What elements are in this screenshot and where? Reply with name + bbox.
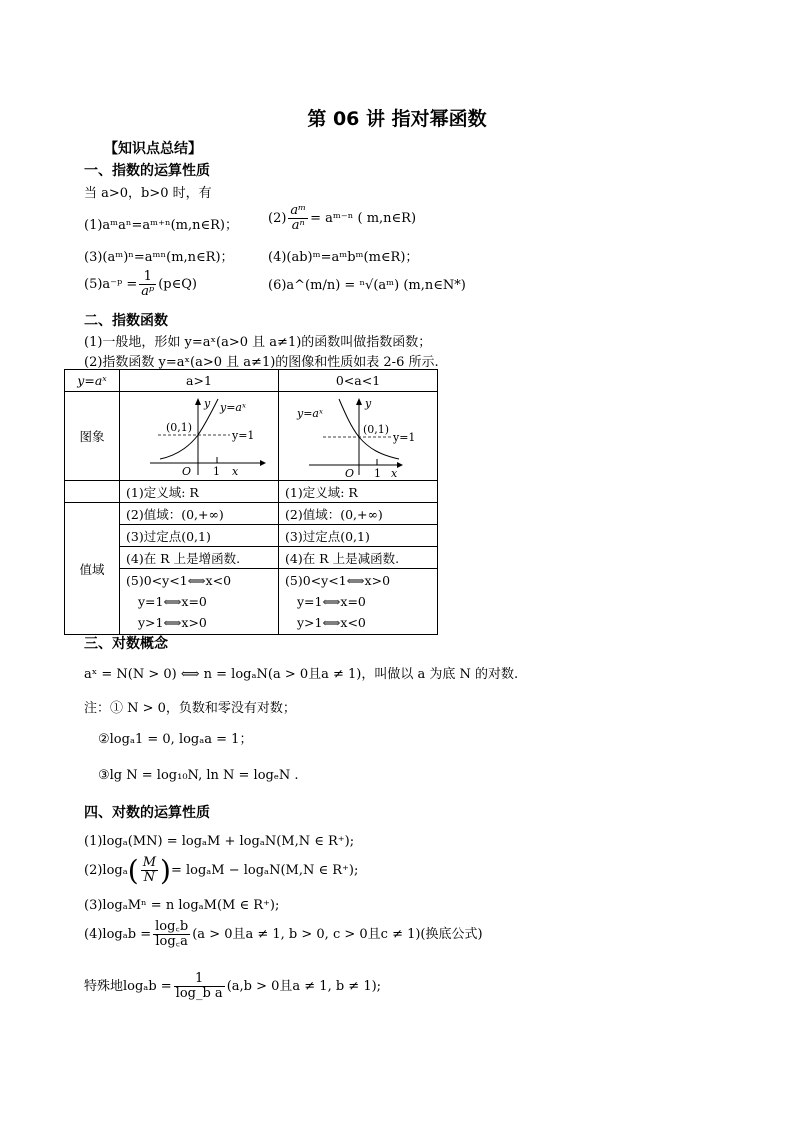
formula-3: (3)(aᵐ)ⁿ=aᵐⁿ(m,n∈R)； (84, 250, 234, 265)
formula-5-fraction (139, 270, 156, 299)
x-axis-arrow (260, 460, 266, 466)
table-values-row (65, 569, 438, 635)
log-rule-4-denominator: log꜀a (155, 934, 188, 949)
table-monotonic-row (65, 547, 438, 569)
exponential-properties-table (64, 369, 438, 635)
log-rule-4-prefix: (4)logₐb = (84, 927, 152, 942)
log-rule-2-fraction (141, 856, 158, 885)
formula-5-numerator: 1 (139, 270, 156, 285)
page-title: 第 06 讲 指对幂函数 (307, 108, 487, 130)
left-prop-1: (1)定义域: R (120, 481, 279, 503)
point-label: (0,1) (166, 421, 193, 434)
right-prop-1: (1)定义域: R (279, 481, 438, 503)
left-prop-5: (5)0<y<1⟺x<0 (126, 573, 232, 588)
log-rule-2-denominator: N (143, 870, 156, 885)
right-prop-5b: y=1⟺x=0 (297, 594, 366, 609)
decreasing-exponential-graph (279, 393, 437, 479)
table-header-a-greater-1: a>1 (120, 370, 279, 392)
table-domain-row (65, 481, 438, 503)
right-prop-5-cell (279, 569, 438, 635)
log-rule-4-suffix: (a > 0且a ≠ 1, b > 0, c > 0且c ≠ 1)(换底公式) (192, 927, 483, 942)
summary-heading: 【知识点总结】 (104, 141, 202, 157)
left-prop-5b: y=1⟺x=0 (138, 594, 207, 609)
formula-4: (4)(ab)ᵐ=aᵐbᵐ(m∈R)； (268, 250, 419, 265)
right-prop-4: (4)在 R 上是减函数. (279, 547, 438, 569)
log-rule-4-numerator: log꜀b (155, 919, 189, 934)
log-note-2: ②logₐ1 = 0, logₐa = 1； (98, 732, 253, 747)
formula-2-numerator: aᵐ (290, 203, 307, 218)
right-prop-5c: y>1⟺x<0 (297, 615, 366, 630)
log-rule-2 (84, 854, 358, 887)
origin-label: O (345, 467, 355, 479)
right-prop-2: (2)值域：(0,+∞) (279, 503, 438, 525)
table-graph-row (65, 392, 438, 481)
formula-5-prefix: (5)a⁻ᵖ = (84, 277, 138, 292)
formula-5-denominator: aᵖ (141, 284, 155, 299)
table-header-a-less-1: 0<a<1 (279, 370, 438, 392)
section1-heading: 一、指数的运算性质 (84, 163, 210, 179)
formula-2-denominator: aⁿ (291, 218, 305, 233)
log-special-numerator: 1 (174, 972, 225, 987)
section2-paragraph-2: (2)指数函数 y=aˣ(a>0 且 a≠1)的图像和性质如表 2-6 所示. (84, 355, 439, 370)
table-fixed-point-row (65, 525, 438, 547)
x-axis-label: x (391, 467, 398, 479)
log-rule-3: (3)logₐMⁿ = n logₐM(M ∈ R⁺); (84, 898, 280, 913)
left-paren: ( (127, 854, 139, 887)
x-tick-label: 1 (213, 465, 220, 478)
table-range-row (65, 503, 438, 525)
left-prop-2: (2)值域：(0,+∞) (120, 503, 279, 525)
section1-intro: 当 a>0，b>0 时，有 (84, 186, 212, 201)
log-special-case (84, 972, 381, 1001)
section2-heading: 二、指数函数 (84, 313, 168, 329)
domain-row-label-empty (65, 481, 120, 503)
log-note-3: ③lg N = log₁₀N, ln N = logₑN . (98, 768, 299, 783)
point-label: (0,1) (363, 423, 390, 436)
log-rule-4-fraction (153, 920, 190, 949)
increasing-exponential-graph (120, 393, 278, 479)
section2-paragraph-1: (1)一般地，形如 y=aˣ(a>0 且 a≠1)的函数叫做指数函数； (84, 335, 432, 350)
right-paren: ) (160, 854, 171, 887)
graph-cell-increasing (120, 392, 279, 481)
formula-2-rhs: = aᵐ⁻ⁿ ( m,n∈R) (310, 211, 417, 226)
log-special-fraction (174, 972, 225, 1001)
left-prop-4: (4)在 R 上是增函数. (120, 547, 279, 569)
formula-2-fraction (288, 204, 308, 233)
right-prop-5: (5)0<y<1⟺x>0 (285, 573, 391, 588)
x-axis-label: x (232, 465, 239, 478)
log-rule-1: (1)logₐ(MN) = logₐM + logₐN(M,N ∈ R⁺); (84, 834, 355, 849)
curve-label: y=aˣ (297, 407, 323, 420)
right-prop-3: (3)过定点(0,1) (279, 525, 438, 547)
formula-6: (6)a^(m/n) = ⁿ√(aᵐ) (m,n∈N*) (268, 278, 466, 293)
left-prop-5-cell (120, 569, 279, 635)
section3-heading: 三、对数概念 (84, 636, 168, 652)
y-axis-arrow (356, 398, 362, 405)
log-note-1: 注：① N > 0，负数和零没有对数； (84, 701, 296, 716)
log-special-denominator: log_b a (175, 986, 223, 1001)
log-rule-4 (84, 920, 483, 949)
left-prop-5c: y>1⟺x>0 (138, 615, 207, 630)
y-axis-arrow (195, 398, 201, 405)
log-rule-2-prefix: (2)logₐ (84, 863, 128, 878)
section4-heading: 四、对数的运算性质 (84, 805, 210, 821)
formula-5-suffix: (p∈Q) (158, 277, 197, 292)
formula-5 (84, 270, 197, 299)
asymptote-label: y=1 (393, 431, 416, 444)
table-header-function: y=aˣ (65, 370, 120, 392)
x-tick-label: 1 (374, 467, 381, 479)
log-definition: aˣ = N(N > 0) ⟺ n = logₐN(a > 0且a ≠ 1)，叫做以 a 为底 N 的对数. (84, 667, 519, 682)
graph-row-label: 图象 (65, 392, 120, 481)
log-special-suffix: (a,b > 0且a ≠ 1, b ≠ 1); (226, 979, 382, 994)
curve-label: y=aˣ (220, 401, 246, 414)
log-rule-2-rhs: = logₐM − logₐN(M,N ∈ R⁺); (170, 863, 359, 878)
formula-1: (1)aᵐaⁿ=aᵐ⁺ⁿ(m,n∈R)； (84, 218, 239, 233)
y-axis-label: y (365, 397, 372, 410)
table-header-row (65, 370, 438, 392)
formula-2-prefix: (2) (268, 211, 287, 226)
log-special-prefix: 特殊地logₐb = (84, 979, 172, 994)
x-axis-arrow (397, 462, 403, 468)
asymptote-label: y=1 (232, 429, 255, 442)
graph-cell-decreasing (279, 392, 438, 481)
formula-2 (268, 204, 416, 233)
log-rule-2-numerator: M (142, 855, 156, 870)
left-prop-3: (3)过定点(0,1) (120, 525, 279, 547)
origin-label: O (182, 465, 192, 478)
y-axis-label: y (204, 397, 211, 410)
properties-row-label: 值域 (65, 503, 120, 635)
